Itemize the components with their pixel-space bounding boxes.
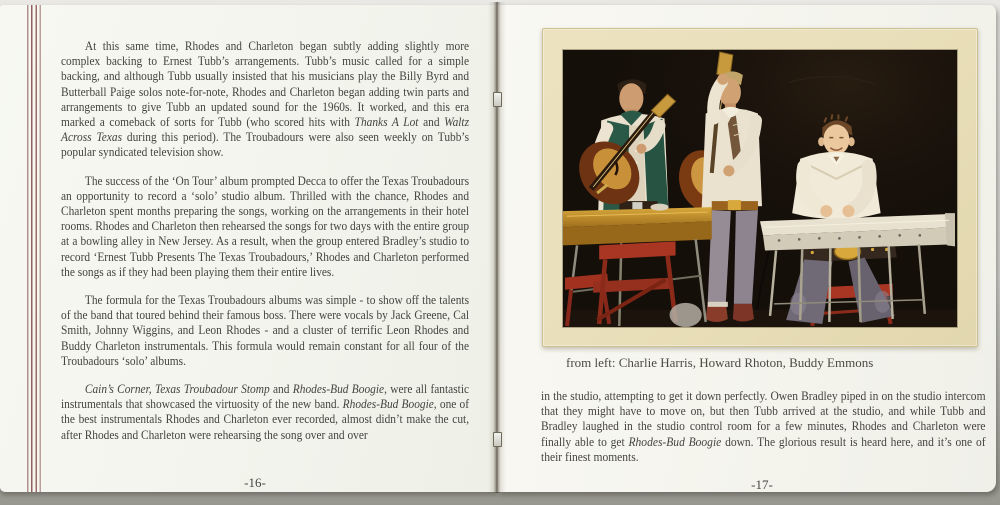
photo-frame	[542, 28, 978, 347]
text-segment: The success of the ‘On Tour’ album prompted Decca to offer the Texas Troubadours an opportunity to record a ‘solo’ studio album. Thrilled with the chance, Rhodes and Charleton spent months preparing the songs, working on the arrangements in their hotel rooms. Rhodes and Charleton then rehearsed the songs for two days with the entire group at a bowling alley in New Jersey. As a result, when the group entered Bradley’s studio to record ‘Ernest Tubb Presents The Texas Troubadours,’ Rhodes and Charleton performed the songs as if they had been playing them their entire lives.	[61, 173, 470, 279]
page-left	[0, 5, 497, 492]
text-segment: down. The glorious result is heard here, and it’s one of their finest moments.	[541, 434, 986, 464]
text-segment: , one of the best instrumentals Rhodes and Charleton ever recorded, almost didn’t make the cut, after Rhodes and Charleton were rehearsing the song over and over	[61, 397, 470, 442]
paragraph-4	[61, 382, 469, 443]
text-segment: during this period). The Troubadours were also seen weekly on Tubb’s popular syndicated television show.	[61, 130, 470, 160]
paragraph-3	[61, 293, 469, 369]
song-title-italic: Rhodes-Bud Boogie	[628, 434, 722, 449]
left-text-column	[61, 39, 469, 443]
paragraph-2	[61, 174, 469, 280]
text-segment: The formula for the Texas Troubadours albums was simple - to show off the talents of the band that toured behind their famous boss. There were vocals by Jack Greene, Cal Smith, Johnny Wiggins, and Leon Rhodes - and a cluster of terrific Leon Rhodes and Buddy Charleton instrumentals. This formula would remain constant for all four of the Troubadours ‘solo’ albums.	[61, 293, 470, 368]
paragraph-5	[541, 389, 986, 465]
text-segment: At this same time, Rhodes and Charleton began subtly adding slightly more complex backing to Ernest Tubb’s arrangements. Tubb’s music called for a simple backing, and although Tubb usually insisted that his musicians play the Billy Byrd and Butterball Paige solos note-for-note, Rhodes and Charleton began adding twin parts and arrangements to give Tubb an updated sound for the 1960s. It worked, and this era marked a comeback of sorts for Tubb (who scored hits with	[61, 39, 470, 130]
band-photo-illustration	[563, 50, 957, 327]
page-number-16: -16-	[244, 475, 266, 490]
staple-top	[493, 92, 502, 107]
text-segment: in the studio, attempting to get it down perfectly. Owen Bradley piped in on the studio intercom that they might have to move on, but then Tubb arrived at the studio, and while Tubb and Bradley laughed in the studio control room for a few minutes, Rhodes and Charleton were finally able to get	[541, 389, 986, 449]
page-number-17: -17-	[751, 477, 773, 492]
band-photo	[563, 50, 957, 327]
text-segment: and	[269, 382, 293, 397]
page-edge-pinstripes	[26, 5, 44, 492]
song-title-italic: Thanks A Lot	[354, 115, 419, 130]
staple-bottom	[493, 432, 502, 447]
paragraph-1	[61, 39, 469, 161]
booklet-spine	[488, 2, 506, 493]
song-title-italic: Rhodes-Bud Boogie	[342, 397, 434, 412]
right-text-column	[541, 389, 986, 465]
photo-caption: from left: Charlie Harris, Howard Rhoton, Buddy Emmons	[566, 355, 874, 370]
text-segment: and	[418, 115, 445, 130]
song-title-italic: Cain’s Corner, Texas Troubadour Stomp	[84, 382, 270, 397]
song-title-italic: Waltz Across Texas	[61, 115, 470, 145]
song-title-italic: Rhodes-Bud Boogie	[292, 382, 385, 397]
stage-prop	[670, 303, 702, 327]
text-segment: , were all fantastic instrumentals that showcased the virtuosity of the new band.	[61, 382, 470, 412]
